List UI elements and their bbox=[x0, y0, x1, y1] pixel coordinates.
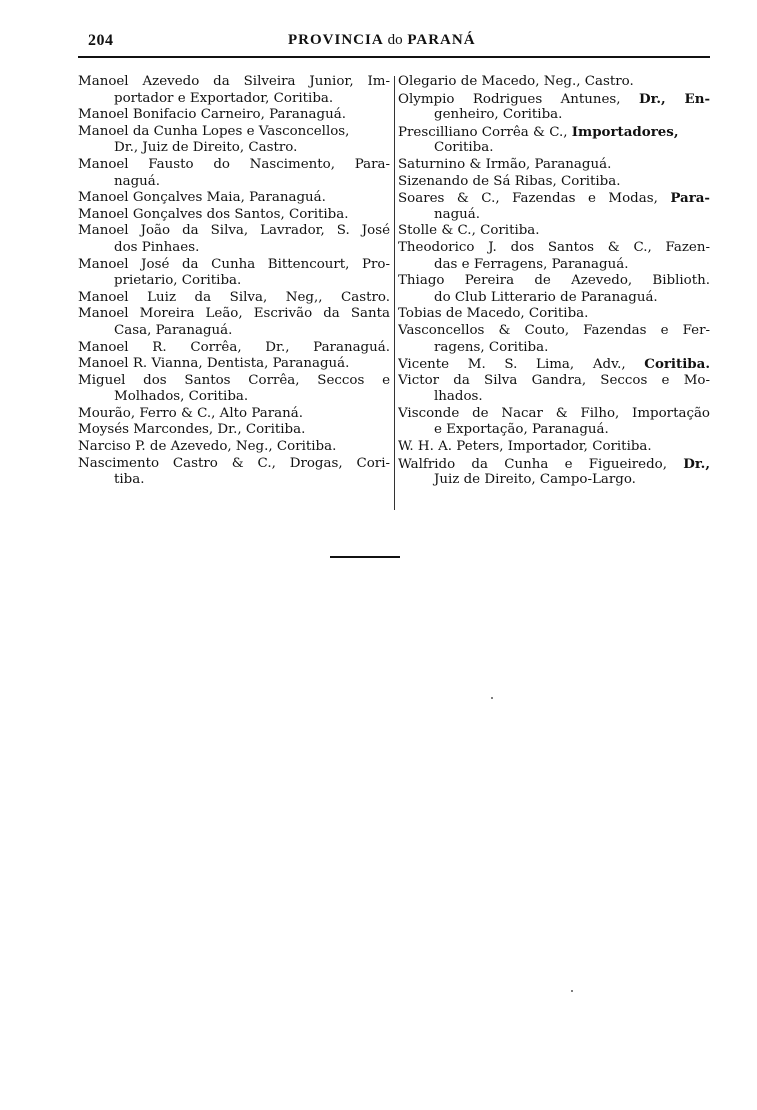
entry-line: Thiago Pereira de Azevedo, Biblioth. bbox=[398, 273, 710, 289]
entry-line: Miguel dos Santos Corrêa, Seccos e bbox=[78, 372, 390, 388]
entry-line: Manoel da Cunha Lopes e Vasconcellos, bbox=[78, 123, 350, 139]
entry-line: Nascimento Castro & C., Drogas, Cori- bbox=[78, 455, 390, 471]
entry-line: Manoel Fausto do Nascimento, Para- bbox=[78, 156, 390, 172]
entry-line: Moysés Marcondes, Dr., Coritiba. bbox=[78, 422, 306, 438]
entry-line: Manoel R. Vianna, Dentista, Paranaguá. bbox=[78, 356, 350, 372]
entry-line: Victor da Silva Gandra, Seccos e Mo- bbox=[398, 372, 710, 388]
entry-line: Juiz de Direito, Campo-Largo. bbox=[434, 472, 636, 488]
header-rule bbox=[78, 56, 710, 58]
entry-line: Casa, Paranaguá. bbox=[114, 322, 233, 338]
page-number: 204 bbox=[88, 32, 114, 49]
bold-fragment: Dr., En- bbox=[638, 90, 710, 107]
entry-line: Manoel Bonifacio Carneiro, Paranaguá. bbox=[78, 107, 346, 123]
directory-column-left bbox=[78, 74, 390, 489]
directory-column-right bbox=[398, 74, 710, 489]
bold-fragment: Dr., bbox=[683, 455, 710, 472]
running-title-main: PROVINCIA bbox=[288, 32, 383, 48]
entry-line: Olympio Rodrigues Antunes, Dr., En- bbox=[398, 90, 710, 107]
entry-line: Soares & C., Fazendas e Modas, Para- bbox=[398, 190, 710, 207]
entry-line: Manoel Moreira Leão, Escrivão da Santa bbox=[78, 306, 390, 322]
running-title-place: PARANÁ bbox=[407, 32, 476, 48]
entry-line: Vasconcellos & Couto, Fazendas e Fer- bbox=[398, 322, 710, 338]
entry-line: Narciso P. de Azevedo, Neg., Coritiba. bbox=[78, 439, 337, 455]
entry-line: Vicente M. S. Lima, Adv., Coritiba. bbox=[398, 356, 710, 373]
entry-line: Manoel João da Silva, Lavrador, S. José bbox=[78, 223, 390, 239]
entry-line: Molhados, Coritiba. bbox=[114, 389, 249, 405]
column-divider bbox=[394, 76, 395, 510]
entry-line: ragens, Coritiba. bbox=[434, 339, 549, 355]
entry-line: Sizenando de Sá Ribas, Coritiba. bbox=[398, 173, 621, 189]
entry-line: Saturnino & Irmão, Paranaguá. bbox=[398, 156, 612, 172]
entry-line: portador e Exportador, Coritiba. bbox=[114, 90, 334, 106]
entry-line: Manoel José da Cunha Bittencourt, Pro- bbox=[78, 256, 390, 272]
entry-line: naguá. bbox=[114, 173, 161, 189]
entry-line: Manoel Azevedo da Silveira Junior, Im- bbox=[78, 74, 390, 89]
entry-line: e Exportação, Paranaguá. bbox=[434, 422, 609, 438]
entry-line: dos Pinhaes. bbox=[114, 239, 200, 255]
running-header bbox=[78, 32, 710, 52]
bold-fragment: Importadores, bbox=[571, 123, 679, 140]
entry-line: Manoel Gonçalves Maia, Paranaguá. bbox=[78, 190, 326, 206]
entry-line: Manoel Luiz da Silva, Neg,, Castro. bbox=[78, 289, 390, 305]
entry-line: Dr., Juiz de Direito, Castro. bbox=[114, 140, 298, 156]
entry-line: tiba. bbox=[114, 472, 145, 488]
entry-line: Walfrido da Cunha e Figueiredo, Dr., bbox=[398, 455, 710, 472]
entry-line: W. H. A. Peters, Importador, Coritiba. bbox=[398, 439, 652, 455]
entry-line: prietario, Coritiba. bbox=[114, 273, 242, 289]
paper-speck bbox=[491, 697, 493, 699]
entry-line: Manoel Gonçalves dos Santos, Coritiba. bbox=[78, 206, 349, 222]
entry-line: Olegario de Macedo, Neg., Castro. bbox=[398, 74, 634, 89]
entry-line: lhados. bbox=[434, 389, 483, 405]
bold-fragment: Para- bbox=[670, 190, 710, 207]
entry-line: genheiro, Coritiba. bbox=[434, 107, 563, 123]
running-title bbox=[288, 32, 476, 49]
entry-line: do Club Litterario de Paranaguá. bbox=[434, 289, 658, 305]
entry-line: das e Ferragens, Paranaguá. bbox=[434, 256, 629, 272]
paper-speck bbox=[571, 990, 573, 992]
running-title-connector: do bbox=[387, 32, 403, 48]
entry-line: Manoel R. Corrêa, Dr., Paranaguá. bbox=[78, 339, 390, 355]
entry-line: Theodorico J. dos Santos & C., Fazen- bbox=[398, 239, 710, 255]
bold-fragment: Coritiba. bbox=[644, 356, 710, 373]
entry-line: Prescilliano Corrêa & C., Importadores, bbox=[398, 123, 679, 140]
entry-line: Stolle & C., Coritiba. bbox=[398, 223, 540, 239]
section-end-rule bbox=[330, 556, 400, 558]
entry-line: Tobias de Macedo, Coritiba. bbox=[398, 306, 589, 322]
entry-line: Coritiba. bbox=[434, 140, 494, 156]
entry-line: Mourão, Ferro & C., Alto Paraná. bbox=[78, 405, 303, 421]
entry-line: naguá. bbox=[434, 206, 481, 222]
entry-line: Visconde de Nacar & Filho, Importação bbox=[398, 405, 710, 421]
